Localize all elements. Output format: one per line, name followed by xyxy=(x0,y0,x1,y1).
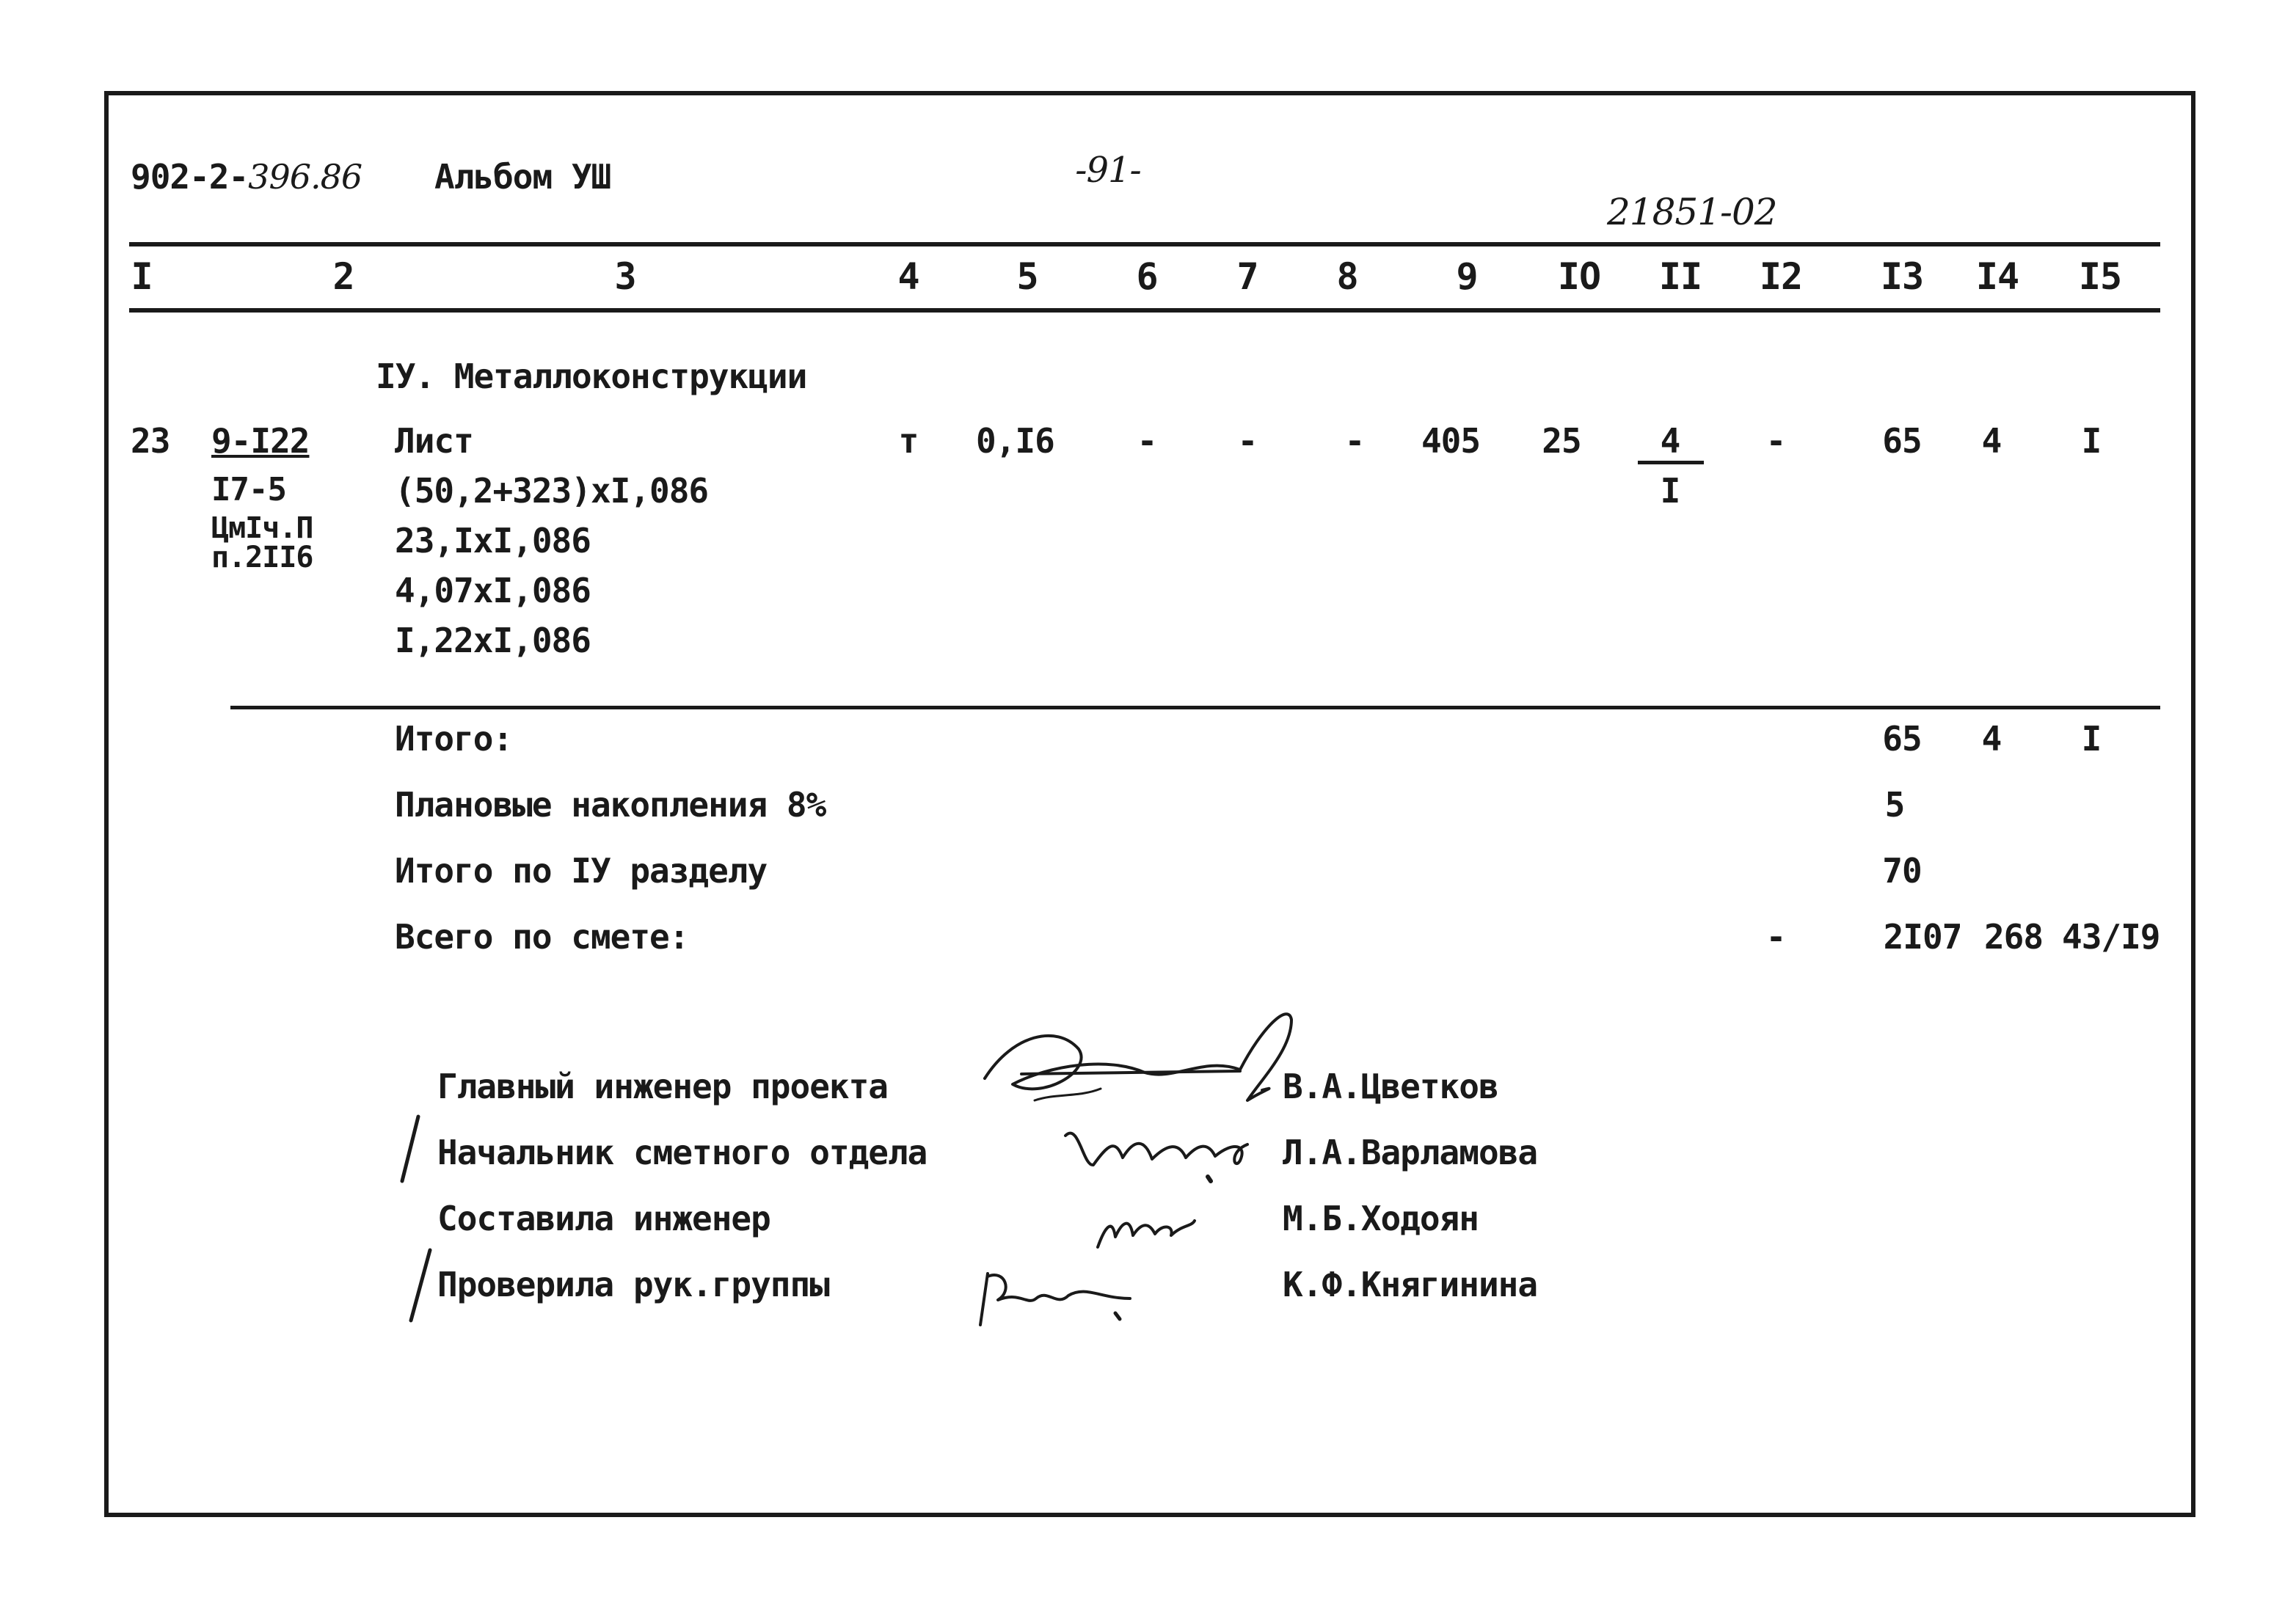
col-header-8: 8 xyxy=(1336,255,1358,298)
col-header-13: I3 xyxy=(1880,255,1924,298)
signature-scribble xyxy=(1035,1089,1101,1100)
item-formula-line: I,22xI,086 xyxy=(395,621,591,660)
col-header-11: II xyxy=(1658,255,1702,298)
col-header-10: IO xyxy=(1557,255,1601,298)
cell-col11-numerator: 4 xyxy=(1660,421,1680,461)
col-header-3: 3 xyxy=(614,255,636,298)
signature-name: К.Ф.Княгинина xyxy=(1283,1265,1538,1304)
price-code-line: ЦмIч.П xyxy=(211,511,313,545)
item-name: Лист xyxy=(395,421,473,461)
signature-scribble xyxy=(985,1014,1291,1100)
price-code-line: п.2II6 xyxy=(211,541,313,574)
cell-col6: - xyxy=(1137,421,1157,461)
total-col15: I xyxy=(2081,719,2102,759)
cell-col7: - xyxy=(1237,421,1258,461)
price-code-line: I7-5 xyxy=(211,471,286,508)
col-header-6: 6 xyxy=(1136,255,1158,298)
signature-name: В.А.Цветков xyxy=(1283,1067,1498,1106)
estimate-number: 21851-02 xyxy=(1607,191,1777,233)
signature-name: Л.А.Варламова xyxy=(1283,1133,1538,1172)
signature-scribble xyxy=(980,1274,1130,1325)
signature-scribble xyxy=(1098,1221,1195,1247)
grand-total-col15: 43/I9 xyxy=(2062,917,2160,957)
planned-savings-col13: 5 xyxy=(1884,785,1905,825)
section-title: IУ. Металлоконструкции xyxy=(376,357,807,396)
signature-role: Начальник сметного отдела xyxy=(437,1133,927,1172)
grand-total-label: Всего по смете: xyxy=(395,917,689,957)
signature-scribble xyxy=(1065,1133,1247,1165)
signature-scribble xyxy=(1208,1177,1211,1181)
item-formula-line: (50,2+323)xI,086 xyxy=(395,471,709,511)
check-mark xyxy=(411,1250,430,1320)
cell-col14: 4 xyxy=(1981,421,2002,461)
cell-col13: 65 xyxy=(1882,421,1922,461)
total-col13: 65 xyxy=(1882,719,1922,759)
col-header-7: 7 xyxy=(1236,255,1258,298)
cell-col8: - xyxy=(1344,421,1365,461)
signature-name: М.Б.Ходоян xyxy=(1283,1199,1479,1238)
item-formula-line: 23,IxI,086 xyxy=(395,521,591,560)
signature-role: Главный инженер проекта xyxy=(437,1067,888,1106)
total-label: Итого: xyxy=(395,719,513,759)
section-total-col13: 70 xyxy=(1882,851,1922,891)
col-header-5: 5 xyxy=(1016,255,1038,298)
col-header-4: 4 xyxy=(897,255,919,298)
unit: т xyxy=(898,421,919,461)
cell-col9: 405 xyxy=(1421,421,1481,461)
total-col14: 4 xyxy=(1981,719,2002,759)
signature-scribble xyxy=(1115,1313,1120,1319)
grand-total-col12: - xyxy=(1765,917,1786,957)
row-number: 23 xyxy=(131,421,170,461)
album-label: Альбом УШ xyxy=(434,157,611,197)
grand-total-col14: 268 xyxy=(1983,917,2044,957)
price-code: 9-I22 xyxy=(211,421,310,461)
cell-col12: - xyxy=(1765,421,1786,461)
cell-col10: 25 xyxy=(1542,421,1581,461)
check-mark xyxy=(402,1117,418,1181)
signature-role: Проверила рук.группы xyxy=(437,1265,829,1304)
doc-code: 902-2-396.86 xyxy=(131,157,362,197)
col-header-14: I4 xyxy=(1975,255,2019,298)
page-number: -91- xyxy=(1075,150,1141,191)
signature-scribble xyxy=(1021,1071,1240,1074)
planned-savings-label: Плановые накопления 8% xyxy=(395,785,826,825)
col-header-9: 9 xyxy=(1456,255,1478,298)
col-header-12: I2 xyxy=(1759,255,1803,298)
signature-role: Составила инженер xyxy=(437,1199,770,1238)
grand-total-col13: 2I07 xyxy=(1883,917,1962,957)
cell-col15: I xyxy=(2081,421,2102,461)
col-header-2: 2 xyxy=(332,255,354,298)
section-total-label: Итого по IУ разделу xyxy=(395,851,768,891)
item-formula-line: 4,07xI,086 xyxy=(395,571,591,610)
quantity: 0,I6 xyxy=(976,421,1054,461)
cell-col11-denominator: I xyxy=(1660,471,1680,511)
col-header-1: I xyxy=(131,255,153,298)
col-header-15: I5 xyxy=(2078,255,2122,298)
